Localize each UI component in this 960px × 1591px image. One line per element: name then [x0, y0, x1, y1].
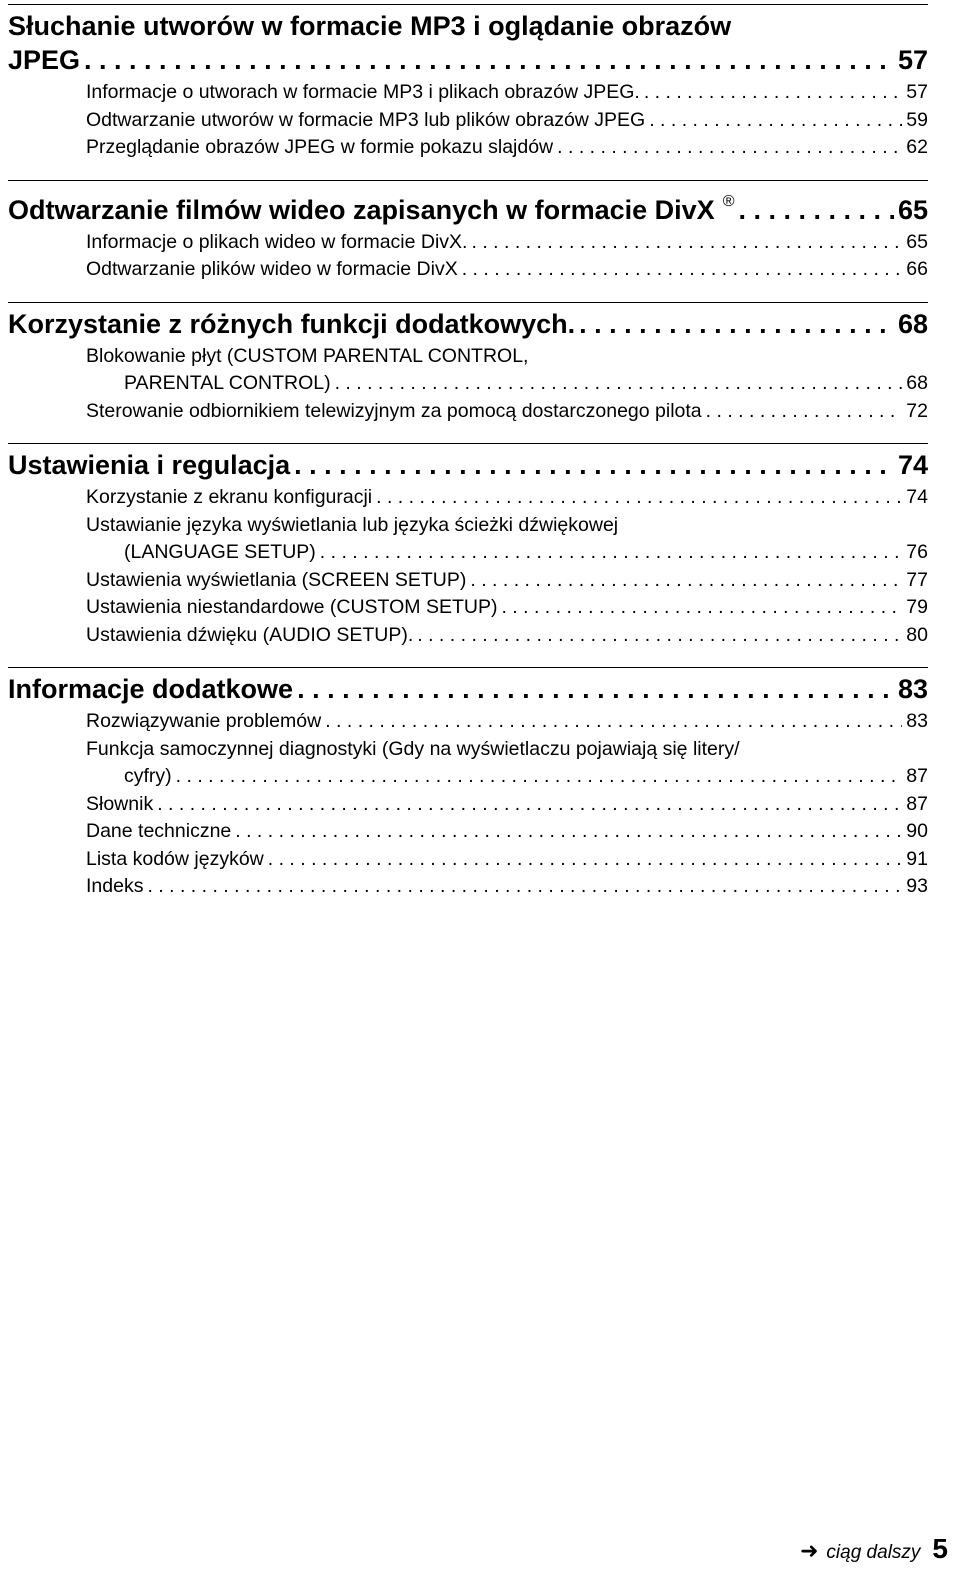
- dot-leader: [157, 791, 902, 819]
- section-title: [8, 185, 734, 227]
- toc-entry[interactable]: [86, 134, 928, 162]
- toc-section: [8, 180, 928, 284]
- entry-title: cyfry): [124, 765, 172, 787]
- toc-entry[interactable]: [86, 256, 928, 284]
- section-title: Korzystanie z różnych funkcji dodatkowych.: [8, 308, 576, 339]
- entry-page-number: 68: [906, 372, 928, 394]
- toc-entry[interactable]: [86, 791, 928, 819]
- toc-section: [8, 667, 928, 901]
- toc-section: [8, 4, 928, 162]
- section-divider: [8, 302, 928, 303]
- section-entries: [8, 708, 928, 901]
- section-entries: [8, 484, 928, 649]
- dot-leader: [268, 846, 903, 874]
- toc-entry[interactable]: [86, 512, 928, 567]
- toc-entry[interactable]: [86, 873, 928, 901]
- toc-section: [8, 302, 928, 426]
- entry-title: Przeglądanie obrazów JPEG w formie pokazu slajdów: [86, 136, 554, 158]
- entry-page-number: 65: [906, 230, 928, 253]
- section-heading[interactable]: [8, 672, 928, 706]
- section-heading[interactable]: [8, 448, 928, 482]
- entry-title: Słownik: [86, 792, 154, 815]
- entry-title: PARENTAL CONTROL): [124, 372, 331, 394]
- section-page-number: 68: [897, 308, 928, 339]
- toc-entry[interactable]: [86, 229, 928, 257]
- toc-entry[interactable]: [86, 736, 928, 791]
- entry-page-number: 79: [906, 596, 928, 618]
- entry-title: Sterowanie odbiornikiem telewizyjnym za pomocą dostarczonego pilota: [86, 399, 702, 422]
- section-heading[interactable]: [8, 43, 928, 77]
- entry-title: (LANGUAGE SETUP): [124, 541, 316, 563]
- entry-title: Informacje o utworach w formacie MP3 i plikach obrazów JPEG.: [86, 81, 640, 103]
- dot-leader: [579, 307, 894, 341]
- page-number: 5: [932, 1533, 948, 1564]
- entry-title: Dane techniczne: [86, 820, 232, 842]
- toc-entry[interactable]: [86, 846, 928, 874]
- section-entries: [8, 79, 928, 162]
- dot-leader: [738, 193, 893, 227]
- section-title: Informacje dodatkowe: [8, 674, 294, 704]
- entry-page-number: 87: [906, 792, 928, 815]
- dot-leader: [501, 594, 902, 622]
- dot-leader: [335, 370, 903, 398]
- dot-leader: [471, 229, 902, 257]
- section-title-text: Odtwarzanie filmów wideo zapisanych w formacie DivX: [8, 194, 715, 225]
- entry-page-number: 93: [906, 875, 928, 897]
- dot-leader: [376, 484, 902, 512]
- section-heading[interactable]: [8, 185, 928, 227]
- section-page-number: 57: [897, 45, 928, 75]
- section-divider: [8, 667, 928, 668]
- entry-title-line-1: Blokowanie płyt (CUSTOM PARENTAL CONTROL,: [86, 344, 529, 367]
- section-title-line-1: Słuchanie utworów w formacie MP3 i oglądanie obrazów: [8, 11, 732, 41]
- entry-title: Ustawienia wyświetlania (SCREEN SETUP): [86, 568, 467, 591]
- right-arrow-icon: ➜: [799, 1538, 819, 1563]
- section-heading[interactable]: [8, 307, 928, 341]
- entry-page-number: 76: [906, 541, 928, 563]
- section-title: JPEG: [8, 45, 81, 75]
- entry-title: Korzystanie z ekranu konfiguracji: [86, 486, 373, 508]
- entry-page-number: 74: [906, 486, 928, 508]
- page-footer: [800, 1533, 948, 1565]
- entry-title: Rozwiązywanie problemów: [86, 710, 322, 732]
- dot-leader: [320, 539, 903, 567]
- toc-entry[interactable]: [86, 107, 928, 135]
- table-of-contents: [8, 0, 928, 901]
- toc-entry[interactable]: [86, 567, 928, 595]
- dot-leader: [297, 672, 894, 706]
- toc-entry[interactable]: [86, 343, 928, 398]
- section-page-number: 74: [897, 450, 928, 480]
- dot-leader: [176, 763, 903, 791]
- entry-title: Odtwarzanie plików wideo w formacie DivX: [86, 258, 458, 280]
- entry-title: Ustawienia dźwięku (AUDIO SETUP).: [86, 623, 414, 646]
- section-page-number: 65: [897, 194, 928, 225]
- section-divider: [8, 443, 928, 444]
- section-divider: [8, 180, 928, 181]
- entry-page-number: 91: [906, 847, 928, 870]
- entry-page-number: 80: [906, 623, 928, 646]
- entry-page-number: 90: [906, 820, 928, 842]
- dot-leader: [417, 622, 902, 650]
- entry-page-number: 87: [906, 765, 928, 787]
- toc-entry[interactable]: [86, 708, 928, 736]
- entry-title-line-1: Ustawianie języka wyświetlania lub języka ścieżki dźwiękowej: [86, 513, 619, 536]
- section-entries: [8, 343, 928, 426]
- entry-page-number: 77: [906, 568, 928, 591]
- registered-mark: ®: [722, 192, 735, 210]
- section-page-number: 83: [897, 674, 928, 704]
- toc-entry[interactable]: [86, 594, 928, 622]
- entry-title: Informacje o plikach wideo w formacie DivX.: [86, 230, 468, 253]
- entry-title: Ustawienia niestandardowe (CUSTOM SETUP): [86, 596, 498, 618]
- dot-leader: [235, 818, 902, 846]
- section-title: Ustawienia i regulacja: [8, 450, 291, 480]
- continued-label: ciąg dalszy: [826, 1542, 921, 1563]
- entry-title-line-1: Funkcja samoczynnej diagnostyki (Gdy na wyświetlaczu pojawiają się litery/: [86, 737, 740, 760]
- dot-leader: [294, 448, 894, 482]
- entry-page-number: 83: [906, 710, 928, 732]
- entry-page-number: 72: [906, 399, 928, 422]
- dot-leader: [644, 79, 902, 107]
- entry-page-number: 59: [906, 108, 928, 131]
- entry-page-number: 66: [906, 258, 928, 280]
- entry-page-number: 57: [906, 81, 928, 103]
- dot-leader: [706, 398, 903, 426]
- toc-entry[interactable]: [86, 818, 928, 846]
- entry-title: Indeks: [86, 875, 144, 897]
- dot-leader: [325, 708, 902, 736]
- dot-leader: [147, 873, 902, 901]
- section-entries: [8, 229, 928, 284]
- entry-page-number: 62: [906, 136, 928, 158]
- dot-leader: [84, 43, 894, 77]
- dot-leader: [462, 256, 903, 284]
- entry-title: Odtwarzanie utworów w formacie MP3 lub plików obrazów JPEG: [86, 108, 646, 131]
- dot-leader: [649, 107, 902, 135]
- toc-entry[interactable]: [86, 398, 928, 426]
- dot-leader: [557, 134, 902, 162]
- toc-entry[interactable]: [86, 622, 928, 650]
- toc-entry[interactable]: [86, 484, 928, 512]
- entry-title: Lista kodów języków: [86, 847, 264, 870]
- section-divider: [8, 4, 928, 5]
- toc-entry[interactable]: [86, 79, 928, 107]
- toc-section: [8, 443, 928, 649]
- dot-leader: [470, 567, 902, 595]
